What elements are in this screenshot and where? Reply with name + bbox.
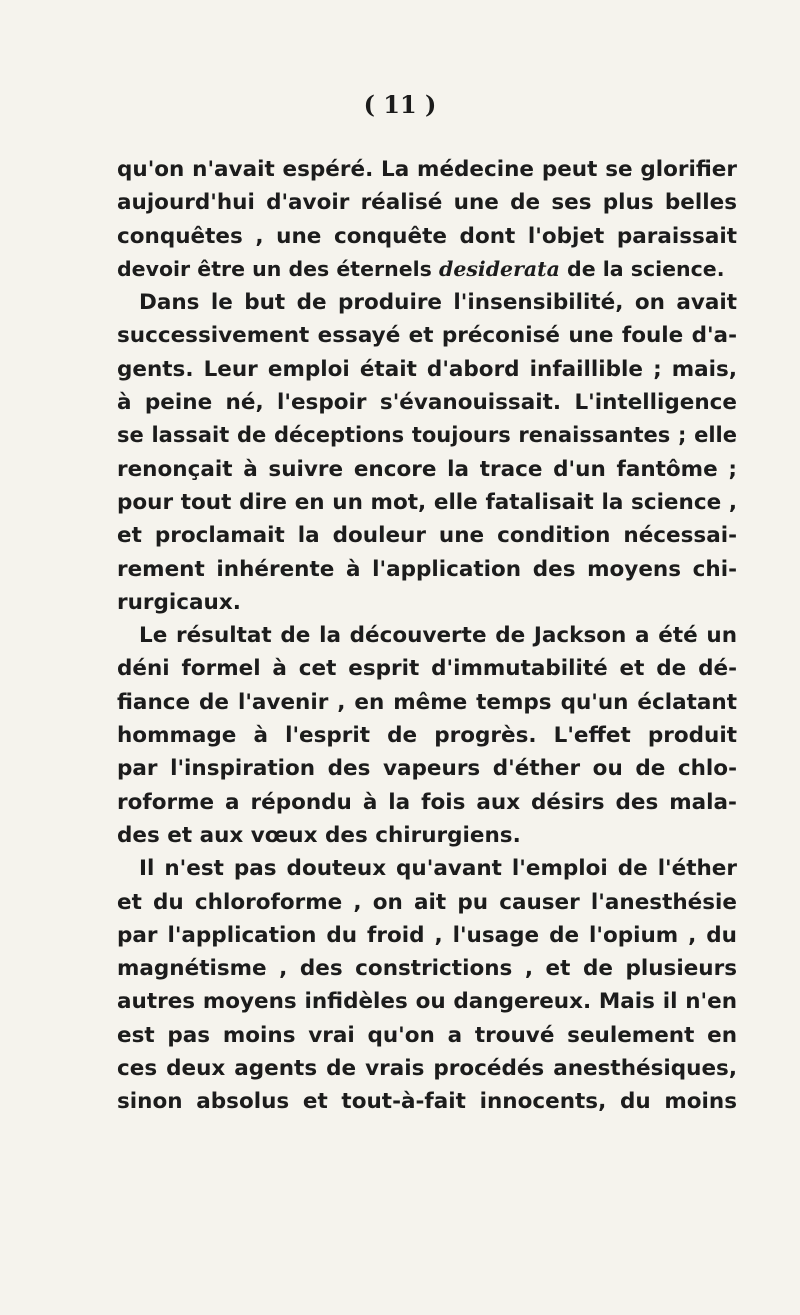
body-text [117,153,737,1119]
text-line: rement inhérente à l'application des moyens chi- [117,556,737,582]
text-line: devoir être un des éternels desiderata de la science. [117,256,725,281]
text-line: aujourd'hui d'avoir réalisé une de ses plus belles [117,190,737,216]
text-line: autres moyens infidèles ou dangereux. Mais il n'en [117,989,737,1015]
text-line: sinon absolus et tout-à-fait innocents, du moins [117,1089,737,1115]
text-line: ces deux agents de vrais procédés anesthésiques, [117,1056,737,1082]
emphasis-text: desiderata [438,256,560,281]
text-line: et proclamait la douleur une condition nécessai- [117,523,737,549]
text-line: par l'inspiration des vapeurs d'éther ou de chlo- [117,756,737,782]
text-line: par l'application du froid , l'usage de l'opium , du [117,922,737,948]
text-line: Il n'est pas douteux qu'avant l'emploi de l'éther [139,856,737,882]
text-line: successivement essayé et préconisé une foule d'a- [117,323,737,349]
text-line: magnétisme , des constrictions , et de plusieurs [117,956,737,982]
text-line: déni formel à cet esprit d'immutabilité et de dé- [117,656,737,682]
page-number: ( 11 ) [363,90,437,119]
text-line: et du chloroforme , on ait pu causer l'anesthésie [117,889,737,915]
text-line: qu'on n'avait espéré. La médecine peut se glorifier [117,157,737,182]
text-line: conquêtes , une conquête dont l'objet paraissait [117,223,737,249]
text-line: roforme a répondu à la fois aux désirs des mala- [117,789,737,815]
text-line: fiance de l'avenir , en même temps qu'un éclatant [117,689,737,715]
text-line: pour tout dire en un mot, elle fatalisait la science , [117,489,737,515]
text-line: renonçait à suivre encore la trace d'un fantôme ; [117,456,737,482]
text-line: hommage à l'esprit de progrès. L'effet produit [117,723,737,749]
text-line: rurgicaux. [117,589,241,615]
text-line: est pas moins vrai qu'on a trouvé seulement en [117,1022,737,1048]
text-line: Le résultat de la découverte de Jackson a été un [139,623,737,649]
text-line: Dans le but de produire l'insensibilité, on avait [139,290,737,316]
text-line: à peine né, l'espoir s'évanouissait. L'intelligence [117,390,737,416]
text-line: gents. Leur emploi était d'abord infaillible ; mais, [117,356,737,382]
text-line: des et aux vœux des chirurgiens. [117,822,521,848]
text-line: se lassait de déceptions toujours renaissantes ; elle [117,423,737,448]
